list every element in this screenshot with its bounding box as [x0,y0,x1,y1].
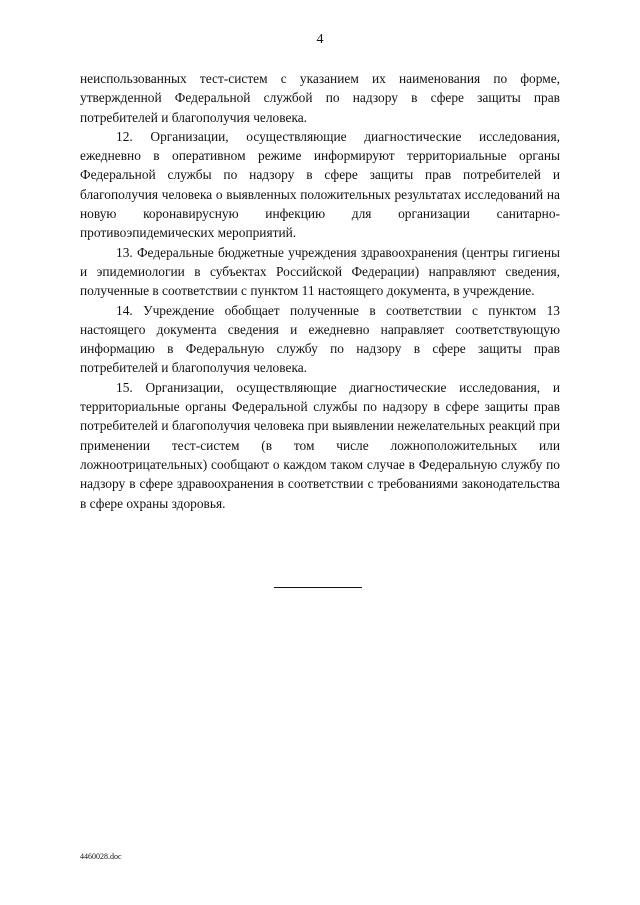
paragraph-12: 12. Организации, осуществляющие диагностические исследования, ежедневно в оперативном режиме информируют территориальные органы Федеральной службы по надзору в сфере защиты прав потребителей и благополучия человека о выявленных положительных результатах исследований на новую коронавирусную инфекцию для организации санитарно-противоэпидемических мероприятий. [80,128,560,241]
end-of-document-rule [274,587,362,588]
paragraph-13: 13. Федеральные бюджетные учреждения здравоохранения (центры гигиены и эпидемиологии в субъектах Российской Федерации) направляют сведения, полученные в соответствии с пунктом 11 настоящего документа, в учреждение. [80,244,560,299]
paragraph-15: 15. Организации, осуществляющие диагностические исследования, и территориальные органы Федеральной службы по надзору в сфере защиты прав потребителей и благополучия человека при выявлении нежелательных реакций при применении тест-систем (в том числе ложноположительных или ложноотрицательных) сообщают о каждом таком случае в Федеральную службу по надзору в сфере здравоохранения в соответствии с требованиями законодательства в сфере охраны здоровья. [80,379,560,511]
paragraph-continuation: неиспользованных тест-систем с указанием их наименования по форме, утвержденной Федеральной службой по надзору в сфере защиты прав потребителей и благополучия человека. [80,71,560,125]
paragraph-14: 14. Учреждение обобщает полученные в соответствии с пунктом 13 настоящего документа сведения и ежедневно направляет соответствующую информацию в Федеральную службу по надзору в сфере защиты прав потребителей и благополучия человека. [80,302,560,376]
page-number: 4 [316,32,324,47]
footer-file-name: 4460028.doc [80,852,122,861]
document-body [80,69,560,513]
